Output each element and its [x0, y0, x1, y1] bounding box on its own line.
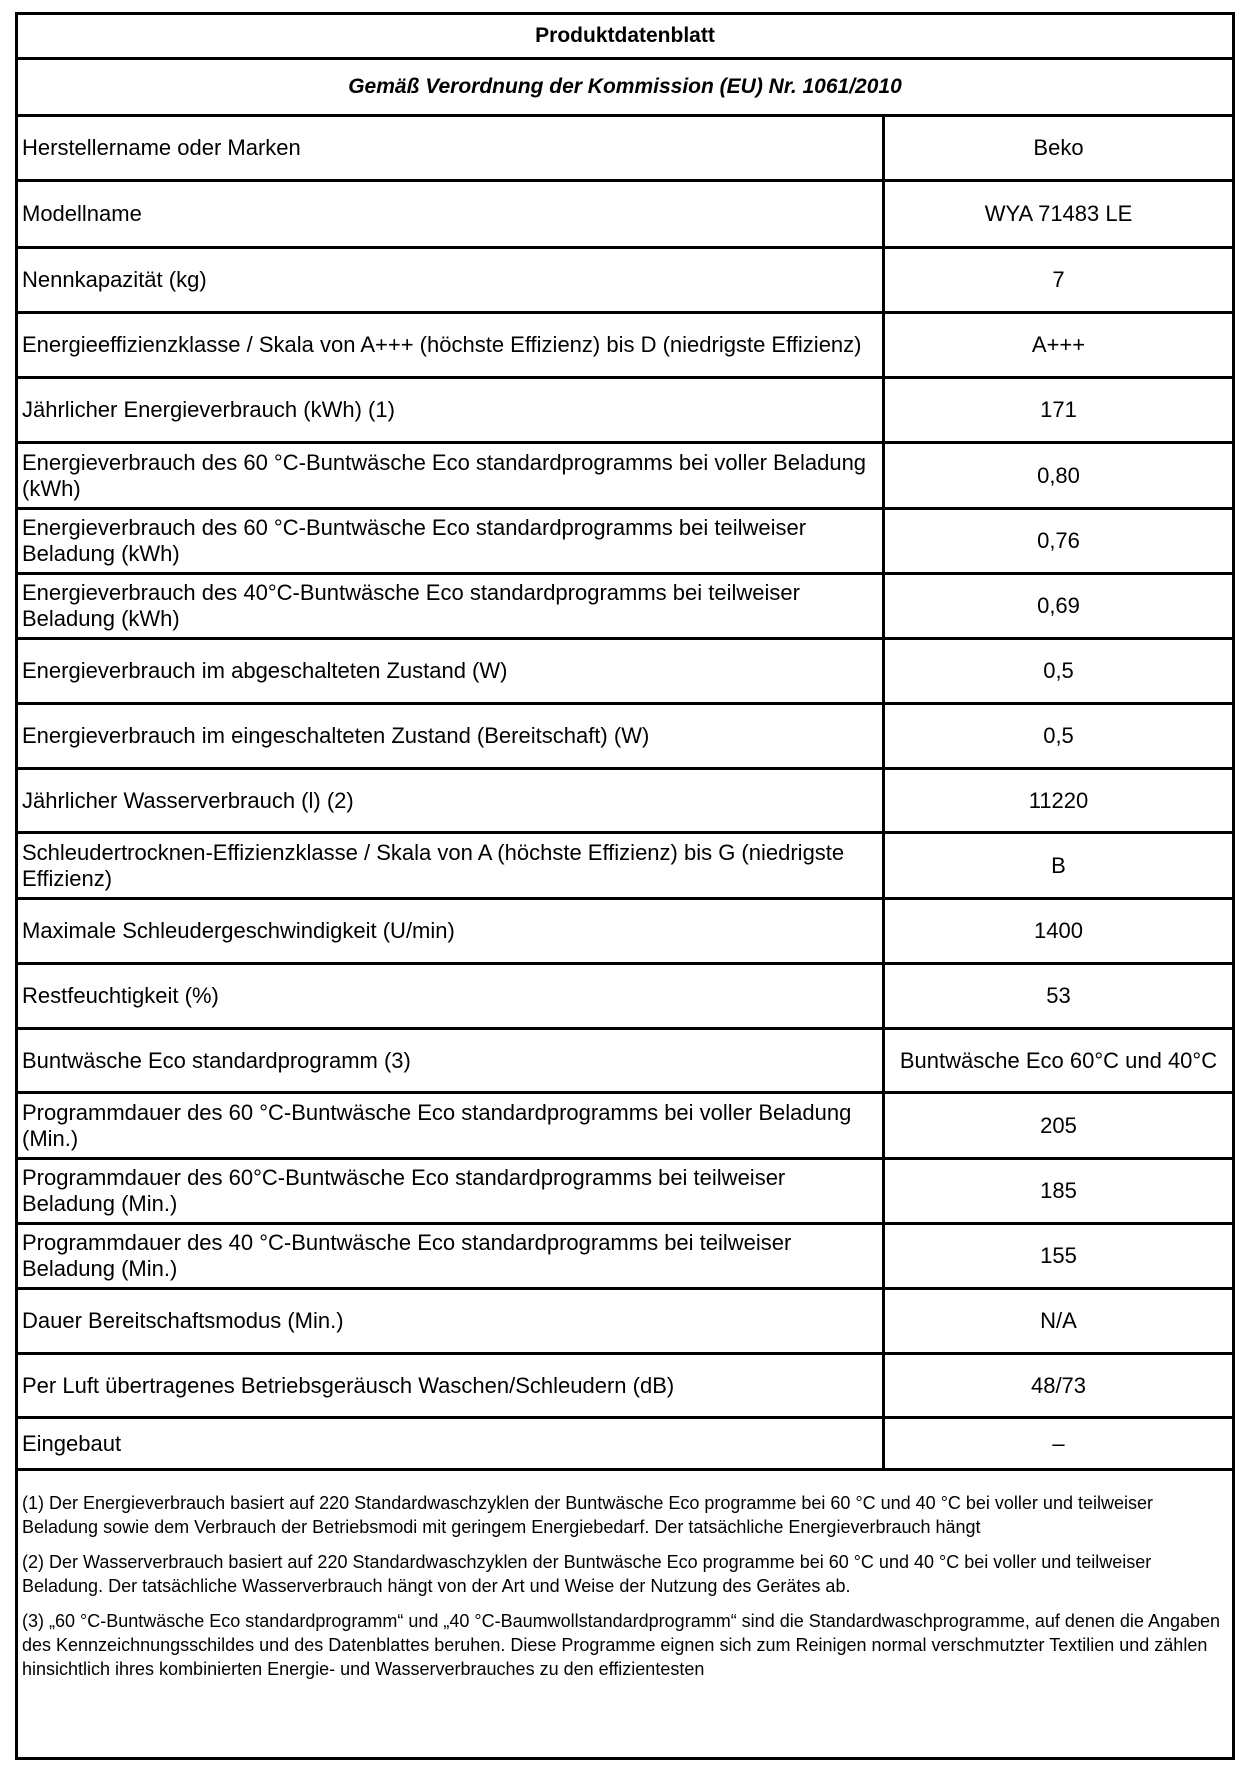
- row-value: 185: [1040, 1178, 1077, 1203]
- row-value: Beko: [1033, 135, 1084, 160]
- table-row: [18, 314, 1232, 379]
- table-row: [18, 1225, 1232, 1290]
- row-label: Herstellername oder Marken: [18, 117, 885, 179]
- row-label: Jährlicher Wasserverbrauch (l) (2): [18, 770, 885, 831]
- data-table: [18, 117, 1232, 1471]
- row-label: Programmdauer des 60°C-Buntwäsche Eco standardprogramms bei teilweiser Beladung (Min.): [18, 1160, 885, 1222]
- table-row: [18, 379, 1232, 444]
- table-row: [18, 1290, 1232, 1355]
- table-row: [18, 182, 1232, 249]
- sheet-title: Produktdatenblatt: [18, 15, 1232, 60]
- row-label: Schleudertrocknen-Effizienzklasse / Skala von A (höchste Effizienz) bis G (niedrigste Effizienz): [18, 834, 885, 897]
- row-label: Energieverbrauch im eingeschalteten Zustand (Bereitschaft) (W): [18, 705, 885, 767]
- row-value: 155: [1040, 1243, 1077, 1268]
- table-row: [18, 1355, 1232, 1419]
- product-data-sheet: [15, 12, 1235, 1760]
- row-value: WYA 71483 LE: [984, 201, 1133, 226]
- footnote: (1) Der Energieverbrauch basiert auf 220 Standardwaschzyklen der Buntwäsche Eco programme bei 60 °C und 40 °C bei voller und teilweiser Beladung sowie dem Verbrauch der Betriebsmodi mit geringem Energiebedarf. Der tatsächliche Energieverbrauch hängt: [22, 1493, 1153, 1537]
- footnotes: [22, 1491, 1224, 1692]
- table-row: [18, 705, 1232, 770]
- row-label: Jährlicher Energieverbrauch (kWh) (1): [18, 379, 885, 441]
- row-label: Modellname: [18, 182, 885, 246]
- table-row: [18, 1030, 1232, 1094]
- row-label: Buntwäsche Eco standardprogramm (3): [18, 1030, 885, 1091]
- row-value: Buntwäsche Eco 60°C und 40°C: [899, 1047, 1218, 1073]
- footnote: (2) Der Wasserverbrauch basiert auf 220 Standardwaschzyklen der Buntwäsche Eco programme bei 60 °C und 40 °C bei voller und teilweiser Beladung. Der tatsächliche Wasserverbrauch hängt von der Art und Weise der Nutzung des Gerätes ab.: [22, 1552, 1152, 1596]
- table-row: [18, 444, 1232, 510]
- row-value: 0,5: [1043, 723, 1074, 748]
- row-label: Energieverbrauch im abgeschalteten Zustand (W): [18, 640, 885, 702]
- row-value: 0,69: [1037, 593, 1080, 618]
- row-label: Programmdauer des 60 °C-Buntwäsche Eco standardprogramms bei voller Beladung (Min.): [18, 1094, 885, 1157]
- row-label: Nennkapazität (kg): [18, 249, 885, 311]
- row-value: 0,76: [1037, 528, 1080, 553]
- row-value: 0,5: [1043, 658, 1074, 683]
- row-label: Maximale Schleudergeschwindigkeit (U/min): [18, 900, 885, 962]
- row-value: 7: [1052, 267, 1065, 292]
- table-row: [18, 510, 1232, 575]
- row-label: Per Luft übertragenes Betriebsgeräusch Waschen/Schleudern (dB): [18, 1355, 885, 1416]
- table-row: [18, 834, 1232, 900]
- row-label: Restfeuchtigkeit (%): [18, 965, 885, 1027]
- table-row: [18, 117, 1232, 182]
- row-value: 1400: [1034, 918, 1083, 943]
- row-label: Dauer Bereitschaftsmodus (Min.): [18, 1290, 885, 1352]
- row-value: –: [1052, 1430, 1065, 1456]
- table-row: [18, 1094, 1232, 1160]
- row-label: Energieverbrauch des 40°C-Buntwäsche Eco standardprogramms bei teilweiser Beladung (kWh): [18, 575, 885, 637]
- table-row: [18, 965, 1232, 1030]
- table-row: [18, 640, 1232, 705]
- row-label: Energieverbrauch des 60 °C-Buntwäsche Eco standardprogramms bei voller Beladung (kWh): [18, 444, 885, 507]
- row-label: Programmdauer des 40 °C-Buntwäsche Eco standardprogramms bei teilweiser Beladung (Min.): [18, 1225, 885, 1287]
- row-label: Energieeffizienzklasse / Skala von A+++ (höchste Effizienz) bis D (niedrigste Effizienz): [18, 314, 885, 376]
- row-label: Eingebaut: [18, 1419, 885, 1468]
- row-value: 48/73: [1030, 1372, 1087, 1398]
- table-row: [18, 1419, 1232, 1471]
- table-row: [18, 770, 1232, 834]
- row-value: N/A: [1040, 1308, 1077, 1333]
- row-value: 171: [1040, 397, 1077, 422]
- row-value: 11220: [1028, 787, 1089, 813]
- row-value: 53: [1046, 983, 1071, 1008]
- footnote: (3) „60 °C-Buntwäsche Eco standardprogramm“ und „40 °C-Baumwollstandardprogramm“ sind die Standardwaschprogramme, auf denen die Angaben des Kennzeichnungsschildes und des Datenblattes beruhen. Diese Programme eignen sich zum Reinigen normal verschmutzter Textilien und zählen hinsichtlich ihres kombinierten Energie- und Wasserverbrauches zu den effizientesten: [22, 1611, 1221, 1679]
- row-value: 0,80: [1037, 462, 1080, 488]
- table-row: [18, 900, 1232, 965]
- row-label: Energieverbrauch des 60 °C-Buntwäsche Eco standardprogramms bei teilweiser Beladung (kWh): [18, 510, 885, 572]
- regulation-subtitle: Gemäß Verordnung der Kommission (EU) Nr. 1061/2010: [18, 60, 1232, 117]
- table-row: [18, 575, 1232, 640]
- table-row: [18, 249, 1232, 314]
- row-value: B: [1051, 852, 1066, 878]
- row-value: 205: [1040, 1112, 1077, 1138]
- table-row: [18, 1160, 1232, 1225]
- row-value: A+++: [1031, 332, 1086, 357]
